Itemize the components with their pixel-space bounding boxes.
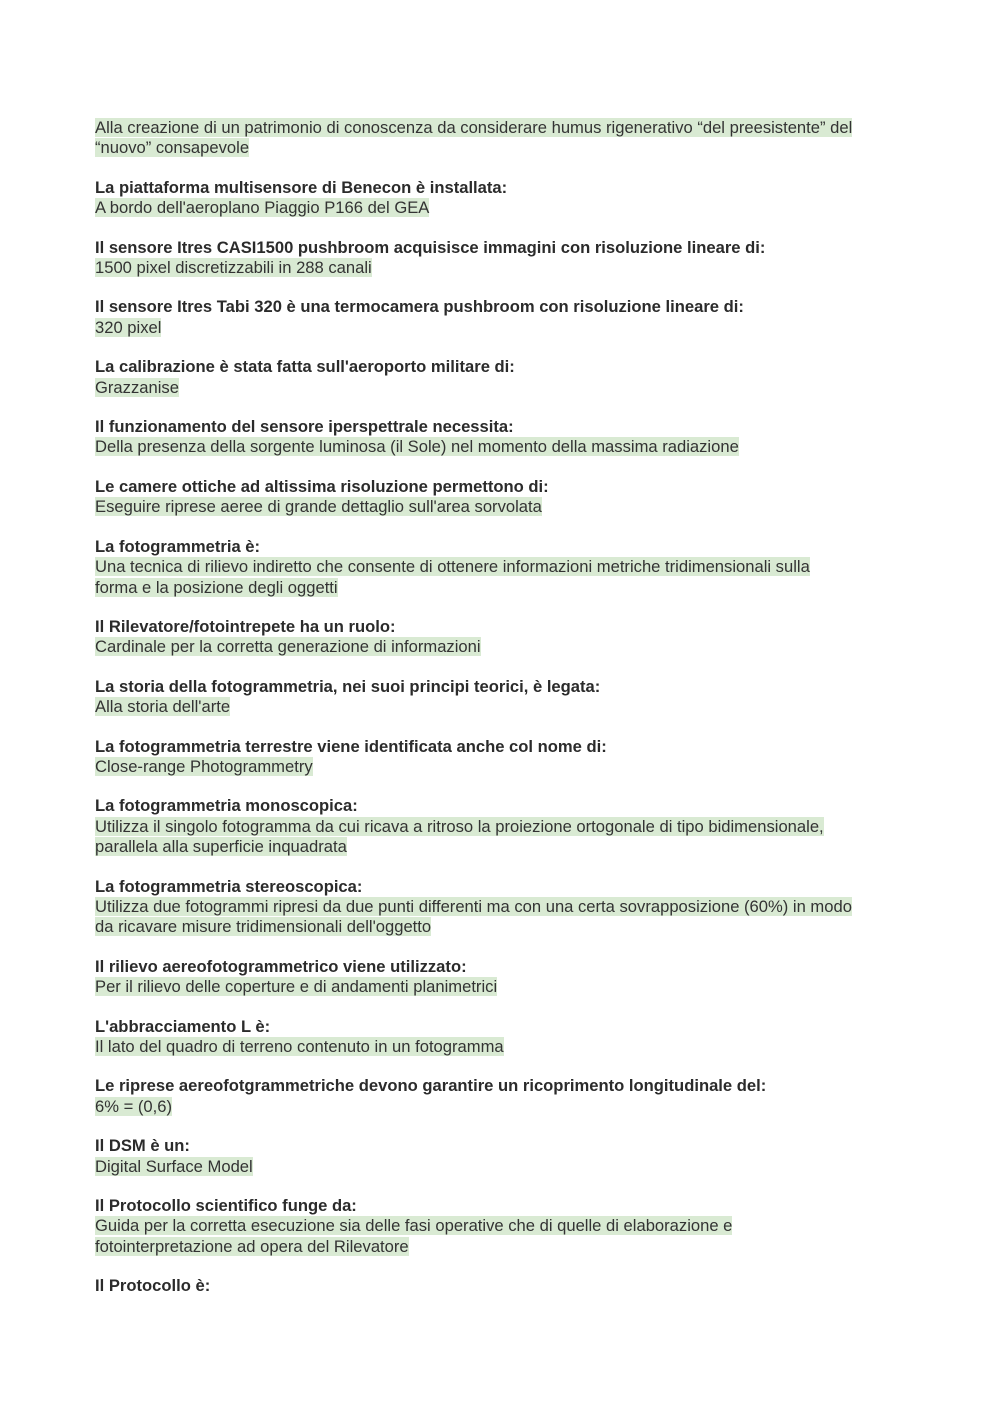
highlighted-answer: Digital Surface Model <box>95 1156 253 1176</box>
answer-line <box>95 837 907 857</box>
question-block <box>95 238 907 279</box>
question-text: Il sensore Itres Tabi 320 è una termocamera pushbroom con risoluzione lineare di: <box>95 297 744 317</box>
question-block <box>95 178 907 219</box>
highlighted-answer: Utilizza due fotogrammi ripresi da due punti differenti ma con una certa sovrapposizione (60%) in modo <box>95 896 852 916</box>
highlighted-text: Alla creazione di un patrimonio di conoscenza da considerare humus rigenerativo “del preesistente” del <box>95 118 853 137</box>
question-block <box>95 1076 907 1117</box>
question-text: Il Rilevatore/fotointrepete ha un ruolo: <box>95 616 396 636</box>
question-block <box>95 1017 907 1058</box>
highlighted-answer: Della presenza della sorgente luminosa (il Sole) nel momento della massima radiazione <box>95 437 739 457</box>
highlighted-answer: 320 pixel <box>95 317 162 337</box>
question-answer-list <box>95 178 907 1297</box>
question-block <box>95 877 907 938</box>
highlighted-answer: Una tecnica di rilievo indiretto che consente di ottenere informazioni metriche tridimensionali sulla <box>95 557 810 577</box>
document-page <box>95 118 907 1316</box>
question-block <box>95 796 907 857</box>
answer-line <box>95 1037 907 1057</box>
answer-line <box>95 198 907 218</box>
highlighted-answer: 1500 pixel discretizzabili in 288 canali <box>95 258 372 278</box>
question-text: Il sensore Itres CASI1500 pushbroom acquisisce immagini con risoluzione lineare di: <box>95 237 766 257</box>
highlighted-answer: Eseguire riprese aeree di grande dettaglio sull'area sorvolata <box>95 497 542 517</box>
highlighted-answer: Utilizza il singolo fotogramma da cui ricava a ritroso la proiezione ortogonale di tipo bidimensionale, <box>95 816 824 836</box>
question-block <box>95 357 907 398</box>
question-text: La calibrazione è stata fatta sull'aeroporto militare di: <box>95 357 515 377</box>
answer-line <box>95 437 907 457</box>
question-block <box>95 477 907 518</box>
highlighted-answer: Cardinale per la corretta generazione di informazioni <box>95 637 481 657</box>
answer-line <box>95 1157 907 1177</box>
question-block <box>95 737 907 778</box>
answer-line <box>95 637 907 657</box>
question-block <box>95 1136 907 1177</box>
answer-line <box>95 977 907 997</box>
question-block <box>95 677 907 718</box>
question-text: L'abbracciamento L è: <box>95 1016 271 1036</box>
answer-line <box>95 378 907 398</box>
answer-line <box>95 138 907 158</box>
question-text: Le riprese aereofotgrammetriche devono garantire un ricoprimento longitudinale del: <box>95 1076 767 1096</box>
highlighted-answer: fotointerpretazione ad opera del Rilevatore <box>95 1236 409 1256</box>
question-text: La fotogrammetria terrestre viene identificata anche col nome di: <box>95 736 607 756</box>
intro-answer <box>95 118 907 159</box>
question-text: La storia della fotogrammetria, nei suoi principi teorici, è legata: <box>95 676 601 696</box>
highlighted-answer: Close-range Photogrammetry <box>95 756 313 776</box>
answer-line <box>95 697 907 717</box>
highlighted-answer: Guida per la corretta esecuzione sia delle fasi operative che di quelle di elaborazione e <box>95 1216 733 1236</box>
answer-line <box>95 757 907 777</box>
question-text: La fotogrammetria stereoscopica: <box>95 876 363 896</box>
question-block <box>95 297 907 338</box>
question-text: Le camere ottiche ad altissima risoluzione permettono di: <box>95 476 549 496</box>
answer-line <box>95 578 907 598</box>
question-text: Il DSM è un: <box>95 1136 190 1156</box>
answer-line <box>95 557 907 577</box>
highlighted-answer: Il lato del quadro di terreno contenuto in un fotogramma <box>95 1037 504 1056</box>
highlighted-answer: Per il rilievo delle coperture e di andamenti planimetrici <box>95 977 498 997</box>
highlighted-answer: 6% = (0,6) <box>95 1096 173 1116</box>
question-text: Il funzionamento del sensore iperspettrale necessita: <box>95 417 514 437</box>
question-text: Il Protocollo scientifico funge da: <box>95 1196 357 1216</box>
question-block <box>95 617 907 658</box>
answer-line <box>95 118 907 138</box>
question-block <box>95 537 907 598</box>
question-text: Il rilievo aereofotogrammetrico viene utilizzato: <box>95 956 467 976</box>
question-text: La fotogrammetria monoscopica: <box>95 796 358 816</box>
highlighted-answer: Alla storia dell'arte <box>95 697 231 717</box>
highlighted-answer: forma e la posizione degli oggetti <box>95 577 338 597</box>
answer-line <box>95 1237 907 1257</box>
answer-line <box>95 897 907 917</box>
question-block <box>95 957 907 998</box>
answer-line <box>95 1097 907 1117</box>
question-text: La fotogrammetria è: <box>95 536 261 556</box>
question-text: Il Protocollo è: <box>95 1276 211 1296</box>
answer-line <box>95 817 907 837</box>
highlighted-text: “nuovo” consapevole <box>95 138 250 158</box>
question-block <box>95 1196 907 1257</box>
answer-line <box>95 1216 907 1236</box>
answer-line <box>95 497 907 517</box>
answer-line <box>95 917 907 937</box>
question-block <box>95 417 907 458</box>
question-text: La piattaforma multisensore di Benecon è installata: <box>95 177 508 197</box>
answer-line <box>95 318 907 338</box>
answer-line <box>95 258 907 278</box>
highlighted-answer: parallela alla superficie inquadrata <box>95 837 347 857</box>
highlighted-answer: A bordo dell'aeroplano Piaggio P166 del GEA <box>95 198 430 218</box>
question-block <box>95 1276 907 1296</box>
highlighted-answer: da ricavare misure tridimensionali dell'oggetto <box>95 917 432 937</box>
highlighted-answer: Grazzanise <box>95 377 179 397</box>
